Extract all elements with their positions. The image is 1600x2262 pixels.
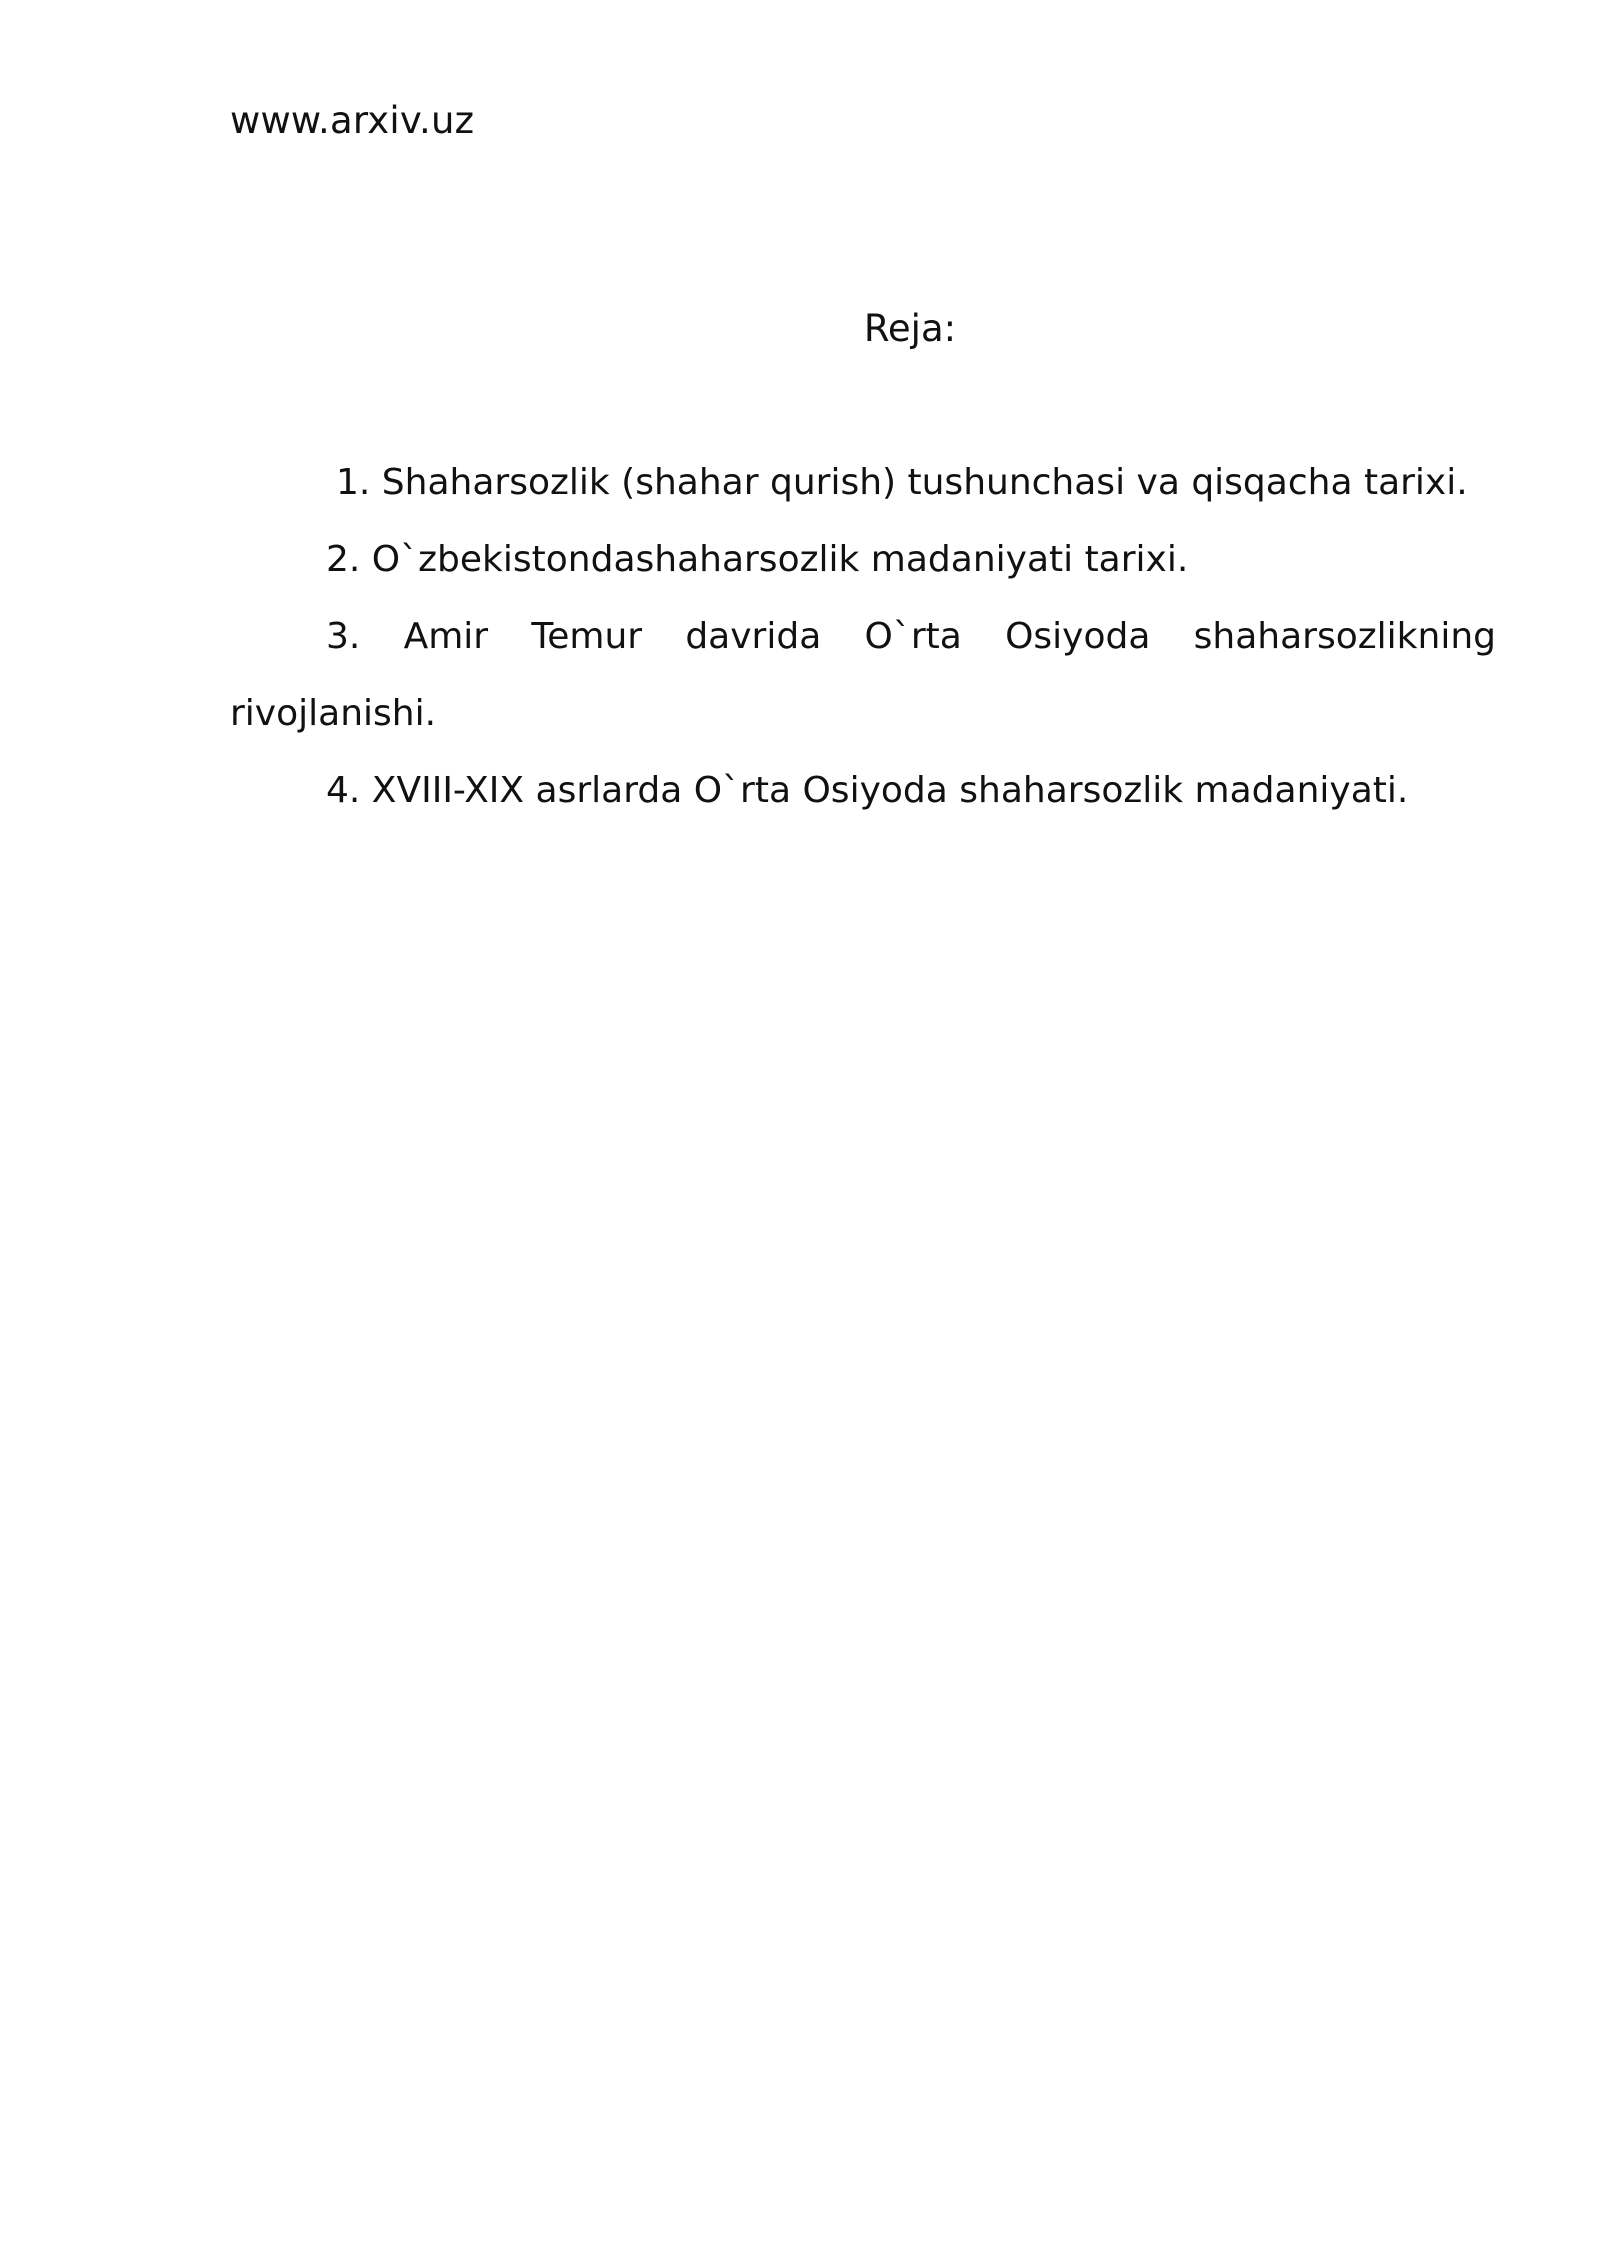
plan-item-3: 3. Amir Temur davrida O`rta Osiyoda shaharsozlikning rivojlanishi. (230, 616, 1496, 734)
plan-item-1: 1. Shaharsozlik (shahar qurish) tushunchasi va qisqacha tarixi. (336, 462, 1468, 503)
plan-item-4: 4. XVIII-XIX asrlarda O`rta Osiyoda shaharsozlik madaniyati. (326, 770, 1409, 811)
plan-title: Reja: (863, 307, 957, 350)
site-header-text: www.arxiv.uz (230, 99, 475, 142)
plan-item-2: 2. O`zbekistondashaharsozlik madaniyati tarixi. (326, 539, 1189, 580)
plan-list (230, 444, 1496, 829)
